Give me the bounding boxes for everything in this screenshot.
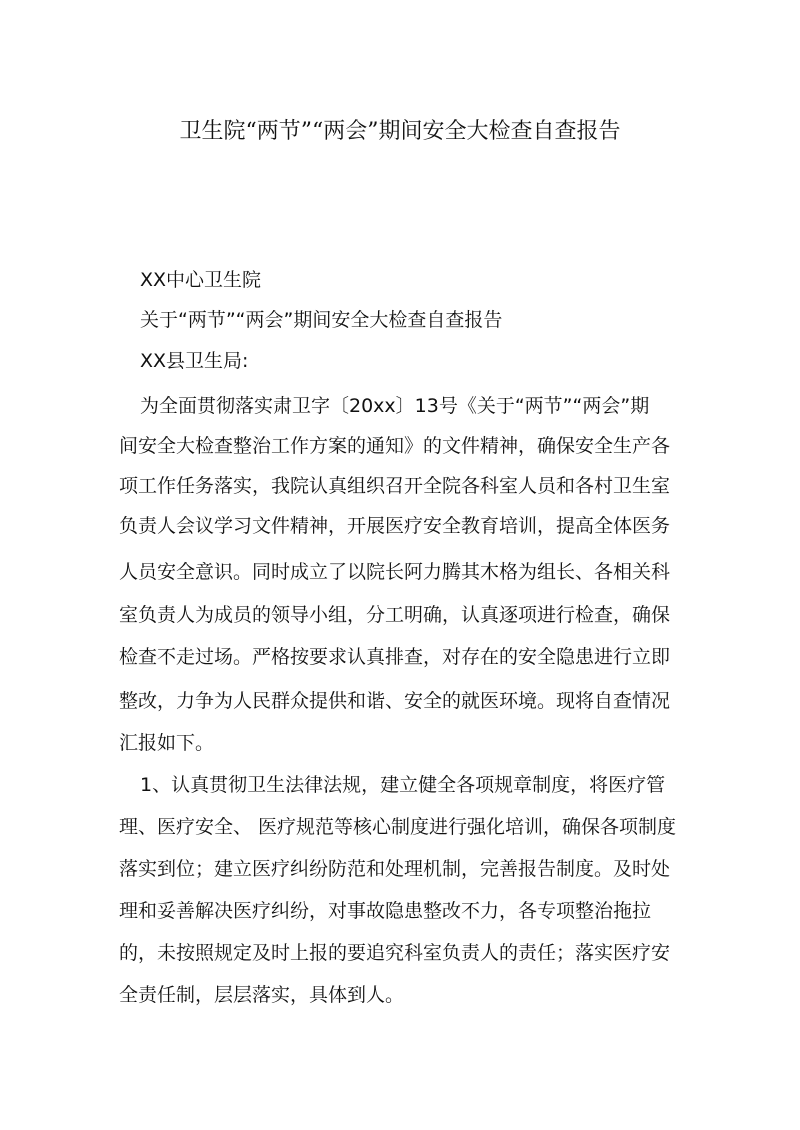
text-line: 理和妥善解决医疗纠纷，对事故隐患整改不力，各专项整治拖拉 [119, 900, 652, 922]
text-line: 为全面贯彻落实肃卫字〔20xx〕13号《关于“两节”“两会”期 [140, 395, 650, 417]
text-line: 间安全大检查整治工作方案的通知》的文件精神，确保安全生产各 [119, 435, 671, 457]
text-line-hospital-name: XX中心卫生院 [140, 269, 262, 291]
text-line: 理、医疗安全、 医疗规范等核心制度进行强化培训，确保各项制度 [119, 816, 677, 838]
text-line: 项工作任务落实，我院认真组织召开全院各科室人员和各村卫生室 [119, 475, 671, 497]
text-line: 整改，力争为人民群众提供和谐、安全的就医环境。现将自查情况 [119, 690, 671, 712]
text-line-item-1: 1、认真贯彻卫生法律法规，建立健全各项规章制度，将医疗管 [140, 774, 666, 796]
document-title: 卫生院“两节”“两会”期间安全大检查自查报告 [179, 119, 621, 144]
text-line-addressee: XX县卫生局: [140, 350, 249, 372]
text-line: 负责人会议学习文件精神，开展医疗安全教育培训，提高全体医务 [119, 515, 671, 537]
text-line: 的，未按照规定及时上报的要追究科室负责人的责任；落实医疗安 [119, 942, 671, 964]
text-line: 汇报如下。 [119, 732, 215, 754]
text-line: 检查不走过场。严格按要求认真排查，对存在的安全隐患进行立即 [119, 646, 671, 668]
text-line: 室负责人为成员的领导小组，分工明确，认真逐项进行检查，确保 [119, 604, 671, 626]
text-line-report-subject: 关于“两节”“两会”期间安全大检查自查报告 [140, 309, 503, 331]
text-line: 全责任制，层层落实，具体到人。 [119, 984, 405, 1006]
text-line: 落实到位；建立医疗纠纷防范和处理机制，完善报告制度。及时处 [119, 858, 671, 880]
text-line: 人员安全意识。同时成立了以院长阿力腾其木格为组长、各相关科 [119, 561, 671, 583]
